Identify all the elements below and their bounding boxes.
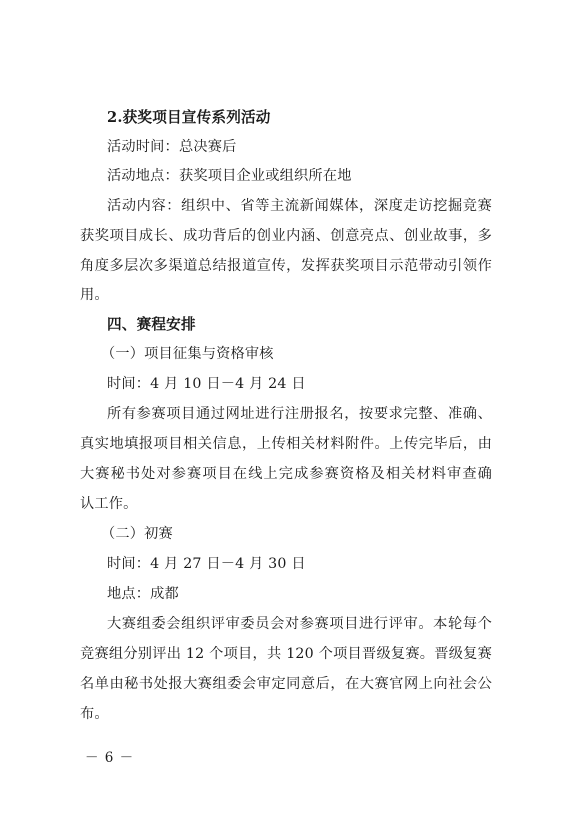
paragraph-line: 所有参赛项目通过网址进行注册报名，按要求完整、准确、 — [107, 406, 492, 422]
paragraph-line: 大赛组委会组织评审委员会对参赛项目进行评审。本轮每个 — [107, 616, 492, 632]
activity-place: 活动地点：获奖项目企业或组织所在地 — [107, 168, 352, 184]
page-number: － 6 － — [85, 750, 135, 766]
activity-content-line: 角度多层次多渠道总结报道宣传，发挥获奖项目示范带动引领作 — [80, 258, 492, 274]
paragraph-line: 布。 — [80, 706, 109, 722]
subsection-title: （一）项目征集与资格审核 — [101, 346, 274, 362]
activity-content-line: 用。 — [80, 287, 109, 303]
activity-content-line: 活动内容：组织中、省等主流新闻媒体，深度走访挖掘竞赛 — [107, 198, 492, 214]
paragraph-line: 真实地填报项目相关信息，上传相关材料附件。上传完毕后，由 — [80, 436, 492, 452]
schedule-time: 时间：4 月 10 日－4 月 24 日 — [107, 376, 306, 392]
paragraph-line: 认工作。 — [80, 496, 138, 512]
paragraph-line: 竞赛组分别评出 12 个项目，共 120 个项目晋级复赛。晋级复赛 — [80, 646, 492, 662]
section-heading: 四、赛程安排 — [107, 316, 196, 333]
paragraph-line: 名单由秘书处报大赛组委会审定同意后，在大赛官网上向社会公 — [80, 676, 492, 692]
schedule-place: 地点：成都 — [107, 586, 179, 602]
activity-time: 活动时间：总决赛后 — [107, 139, 237, 155]
schedule-time: 时间：4 月 27 日－4 月 30 日 — [107, 556, 306, 572]
subsection-title: （二）初赛 — [101, 526, 173, 542]
activity-content-line: 获奖项目成长、成功背后的创业内涵、创意亮点、创业故事，多 — [80, 228, 492, 244]
section-heading: 2.获奖项目宣传系列活动 — [107, 109, 271, 126]
paragraph-line: 大赛秘书处对参赛项目在线上完成参赛资格及相关材料审查确 — [80, 466, 492, 482]
